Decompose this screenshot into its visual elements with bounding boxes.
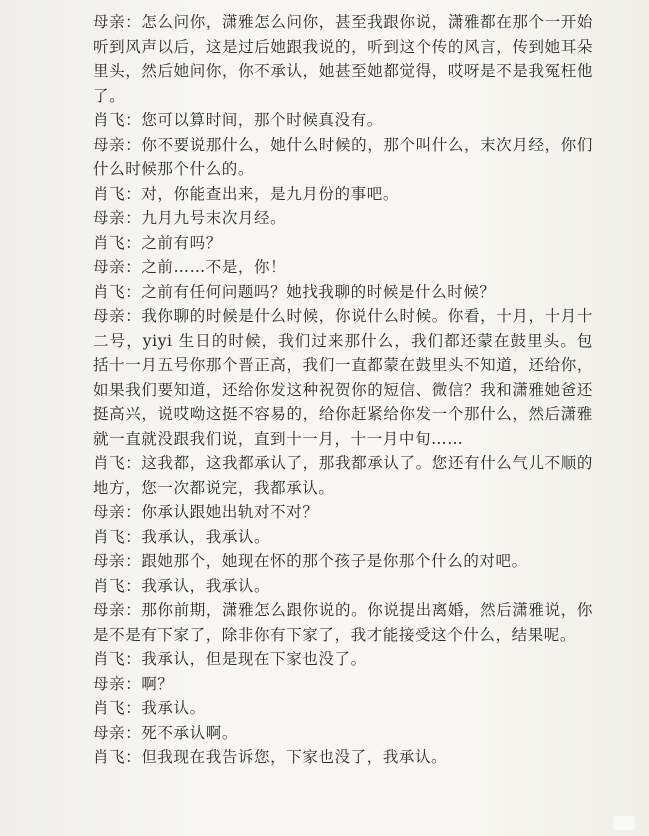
dialogue-line	[93, 231, 593, 256]
speaker-label: 肖飞：	[93, 282, 142, 301]
dialogue-line	[93, 672, 593, 697]
speaker-label: 肖飞：	[93, 576, 142, 595]
dialogue-text: 跟她那个，她现在怀的那个孩子是你那个什么的对吧。	[141, 552, 528, 570]
dialogue-text: 这我都，这我都承认了，那我都承认了。您还有什么气儿不顺的地方，您一次都说完，我都承认。	[93, 454, 593, 497]
corner-watermark	[613, 816, 635, 830]
dialogue-line	[93, 500, 593, 525]
speaker-label: 母亲：	[93, 135, 142, 154]
speaker-label: 母亲：	[93, 674, 142, 693]
transcript	[93, 10, 593, 770]
dialogue-line	[93, 304, 593, 451]
speaker-label: 母亲：	[93, 723, 142, 742]
speaker-label: 肖飞：	[93, 111, 142, 129]
dialogue-line	[93, 255, 593, 280]
speaker-label: 肖飞：	[93, 233, 142, 252]
speaker-label: 母亲：	[93, 503, 142, 521]
dialogue-text: 对，你能查出来，是九月份的事吧。	[141, 184, 399, 203]
speaker-label: 肖飞：	[93, 527, 142, 546]
dialogue-line	[93, 525, 593, 550]
dialogue-line	[93, 696, 593, 721]
dialogue-text: 之前有任何问题吗？她找我聊的时候是什么时候？	[141, 282, 496, 301]
dialogue-line	[93, 182, 593, 207]
dialogue-text: 怎么问你，潇雅怎么问你，甚至我跟你说，潇雅都在那个一开始听到风声以后，这是过后她跟我说的，听到这个传的风言，传到她耳朵里头，然后她问你，你不承认，她甚至她都觉得，哎呀是不是我冤枉他了。	[93, 13, 593, 105]
dialogue-text: 我承认，我承认。	[141, 527, 271, 546]
speaker-label: 母亲：	[93, 552, 142, 570]
dialogue-line	[93, 280, 593, 305]
dialogue-text: 你不要说那什么，她什么时候的，那个叫什么，末次月经，你们什么时候那个什么的。	[93, 135, 593, 178]
dialogue-line	[93, 647, 593, 672]
speaker-label: 肖飞：	[93, 454, 142, 472]
dialogue-line	[93, 133, 593, 182]
dialogue-text: 您可以算时间，那个时候真没有。	[141, 111, 383, 129]
dialogue-text: 但我现在我告诉您，下家也没了，我承认。	[141, 748, 448, 766]
speaker-label: 肖飞：	[93, 650, 142, 668]
dialogue-text: 我承认，我承认。	[141, 576, 271, 595]
dialogue-text: 那你前期，潇雅怎么跟你说的。你说提出离婚，然后潇雅说，你是不是有下家了，除非你有下家了，我才能接受这个什么，结果呢。	[93, 601, 593, 644]
dialogue-line	[93, 10, 593, 108]
dialogue-text: 九月九号末次月经。	[141, 209, 287, 227]
dialogue-text: 我承认，但是现在下家也没了。	[141, 650, 367, 668]
dialogue-text: 之前有吗？	[141, 233, 222, 252]
dialogue-text: 我你聊的时候是什么时候，你说什么时候。你看，十月，十月十二号，yiyi 生日的时候，我们过来那什么，我们都还蒙在鼓里头。包括十一月五号你那个晋正高，我们一直都蒙在鼓里头不知道，还给你，如果我们要知道，还给你发这种祝贺你的短信、微信？我和潇雅她爸还挺高兴，说哎呦这挺不容易的，给你赶紧给你发一个那什么，然后潇雅就一直就没跟我们说，直到十一月，十一月中旬……	[93, 307, 593, 448]
dialogue-line	[93, 745, 593, 770]
dialogue-line	[93, 108, 593, 133]
speaker-label: 肖飞：	[93, 699, 142, 717]
dialogue-text: 你承认跟她出轨对不对？	[141, 503, 319, 521]
dialogue-text: 死不承认啊。	[141, 723, 238, 742]
dialogue-line	[93, 549, 593, 574]
dialogue-line	[93, 598, 593, 647]
dialogue-line	[93, 721, 593, 746]
dialogue-text: 我承认。	[141, 699, 206, 717]
dialogue-line	[93, 451, 593, 500]
speaker-label: 母亲：	[93, 209, 142, 227]
speaker-label: 母亲：	[93, 13, 142, 31]
speaker-label: 肖飞：	[93, 748, 142, 766]
dialogue-line	[93, 206, 593, 231]
dialogue-text: 啊？	[141, 674, 174, 693]
dialogue-line	[93, 574, 593, 599]
dialogue-text: 之前……不是，你！	[141, 258, 287, 276]
speaker-label: 肖飞：	[93, 184, 142, 203]
speaker-label: 母亲：	[93, 258, 142, 276]
speaker-label: 母亲：	[93, 601, 142, 619]
speaker-label: 母亲：	[93, 307, 142, 325]
